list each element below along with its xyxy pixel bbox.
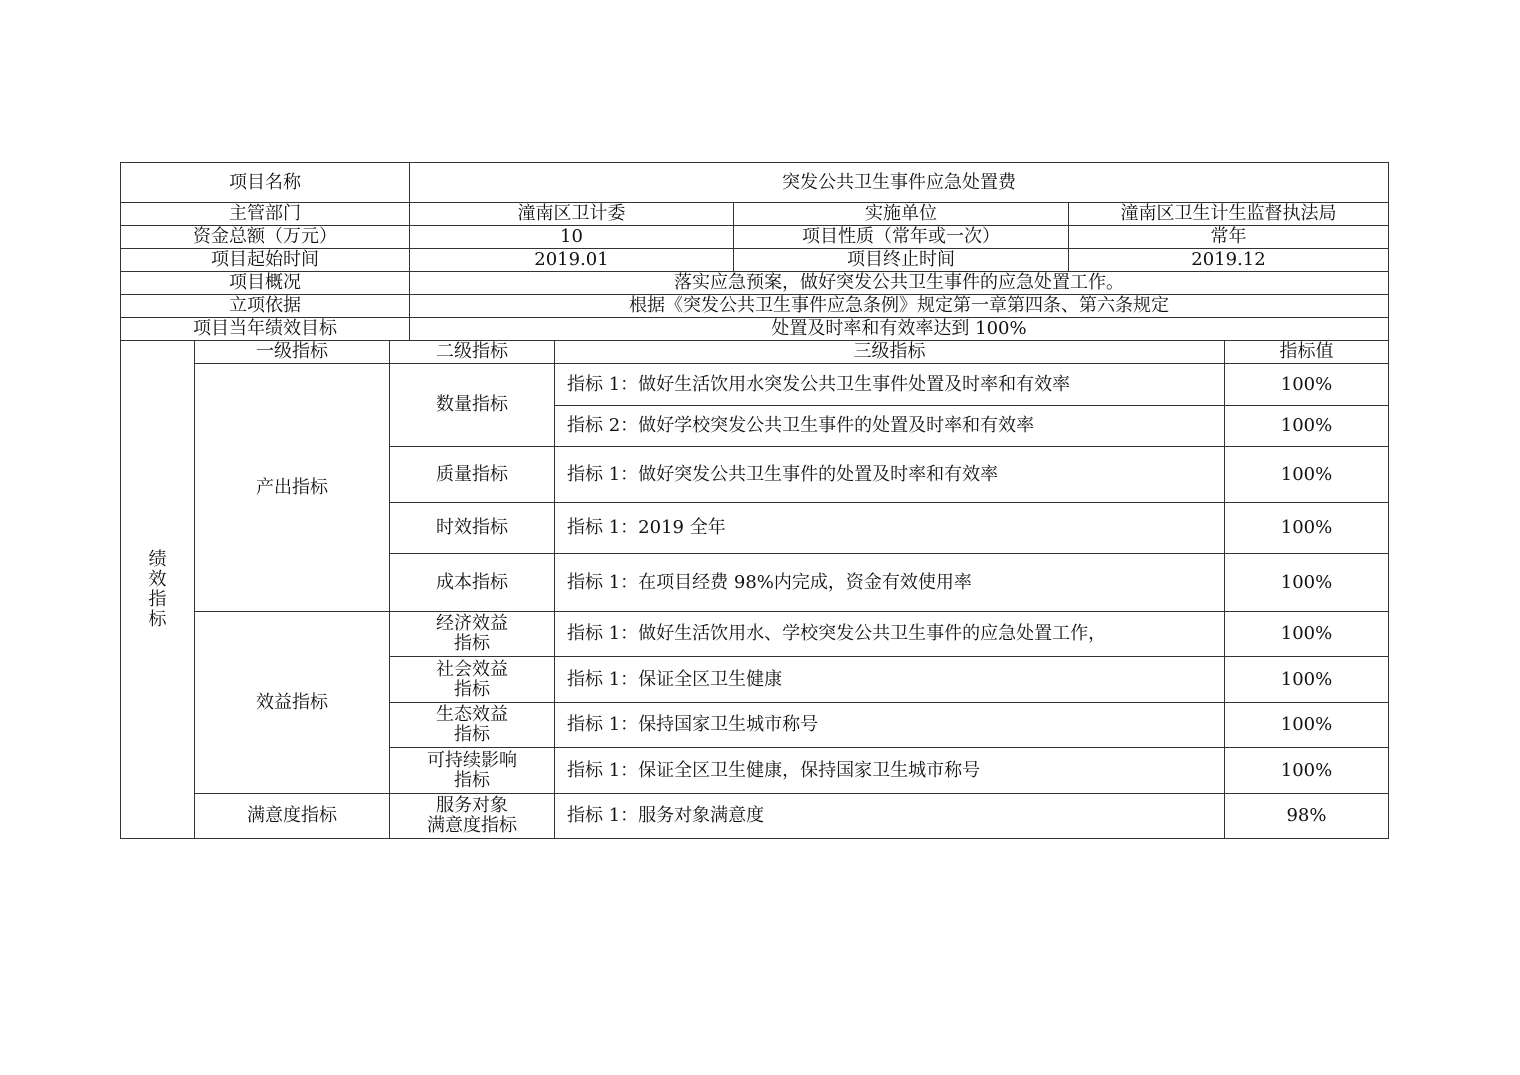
row-project-name <box>121 163 1389 203</box>
fund-total-label: 资金总额（万元） <box>121 226 410 249</box>
end-time-label: 项目终止时间 <box>734 249 1069 272</box>
table-row <box>121 364 1389 406</box>
timeliness-indicator-label: 时效指标 <box>390 503 555 554</box>
indicator-value: 100% <box>1225 447 1389 503</box>
indicator-text: 指标 1：2019 全年 <box>555 503 1225 554</box>
social-benefit-label: 社会效益 指标 <box>390 657 555 703</box>
implementing-unit-label: 实施单位 <box>734 203 1069 226</box>
row-overview <box>121 272 1389 295</box>
project-name-label: 项目名称 <box>121 163 410 203</box>
output-indicator-label: 产出指标 <box>195 364 390 612</box>
basis-value: 根据《突发公共卫生事件应急条例》规定第一章第四条、第六条规定 <box>410 295 1389 318</box>
performance-indicator-side-label: 绩效指标 <box>121 341 195 839</box>
indicator-text: 指标 1：保证全区卫生健康 <box>555 657 1225 703</box>
project-nature-label: 项目性质（常年或一次） <box>734 226 1069 249</box>
overview-label: 项目概况 <box>121 272 410 295</box>
indicator-value: 100% <box>1225 503 1389 554</box>
indicator-value: 98% <box>1225 794 1389 839</box>
row-department <box>121 203 1389 226</box>
performance-indicator-table <box>120 340 1389 839</box>
fund-total-value: 10 <box>410 226 734 249</box>
basis-label: 立项依据 <box>121 295 410 318</box>
satisfaction-indicator-label: 满意度指标 <box>195 794 390 839</box>
quantity-indicator-label: 数量指标 <box>390 364 555 447</box>
project-nature-value: 常年 <box>1069 226 1389 249</box>
service-satisfaction-label: 服务对象 满意度指标 <box>390 794 555 839</box>
start-time-value: 2019.01 <box>410 249 734 272</box>
department-label: 主管部门 <box>121 203 410 226</box>
header-value: 指标值 <box>1225 341 1389 364</box>
performance-form <box>120 162 1388 839</box>
indicator-value: 100% <box>1225 364 1389 406</box>
indicator-text: 指标 1：保持国家卫生城市称号 <box>555 703 1225 748</box>
indicator-value: 100% <box>1225 748 1389 794</box>
table-row <box>121 612 1389 657</box>
table-row <box>121 794 1389 839</box>
overview-value: 落实应急预案，做好突发公共卫生事件的应急处置工作。 <box>410 272 1389 295</box>
benefit-indicator-label: 效益指标 <box>195 612 390 794</box>
indicator-text: 指标 1：保证全区卫生健康，保持国家卫生城市称号 <box>555 748 1225 794</box>
header-level1: 一级指标 <box>195 341 390 364</box>
indicator-text: 指标 1：做好生活饮用水、学校突发公共卫生事件的应急处置工作， <box>555 612 1225 657</box>
annual-goal-label: 项目当年绩效目标 <box>121 318 410 341</box>
cost-indicator-label: 成本指标 <box>390 554 555 612</box>
end-time-value: 2019.12 <box>1069 249 1389 272</box>
header-level2: 二级指标 <box>390 341 555 364</box>
start-time-label: 项目起始时间 <box>121 249 410 272</box>
indicator-text: 指标 1：做好突发公共卫生事件的处置及时率和有效率 <box>555 447 1225 503</box>
indicator-value: 100% <box>1225 612 1389 657</box>
header-level3: 三级指标 <box>555 341 1225 364</box>
indicator-text: 指标 2：做好学校突发公共卫生事件的处置及时率和有效率 <box>555 406 1225 447</box>
indicator-value: 100% <box>1225 554 1389 612</box>
project-name-value: 突发公共卫生事件应急处置费 <box>410 163 1389 203</box>
annual-goal-value: 处置及时率和有效率达到 100% <box>410 318 1389 341</box>
indicator-header-row <box>121 341 1389 364</box>
row-basis <box>121 295 1389 318</box>
department-value: 潼南区卫计委 <box>410 203 734 226</box>
economic-benefit-label: 经济效益 指标 <box>390 612 555 657</box>
row-goal <box>121 318 1389 341</box>
quality-indicator-label: 质量指标 <box>390 447 555 503</box>
indicator-text: 指标 1：服务对象满意度 <box>555 794 1225 839</box>
indicator-value: 100% <box>1225 657 1389 703</box>
indicator-text: 指标 1：在项目经费 98%内完成，资金有效使用率 <box>555 554 1225 612</box>
indicator-value: 100% <box>1225 703 1389 748</box>
indicator-text: 指标 1：做好生活饮用水突发公共卫生事件处置及时率和有效率 <box>555 364 1225 406</box>
row-period <box>121 249 1389 272</box>
row-fund <box>121 226 1389 249</box>
ecological-benefit-label: 生态效益 指标 <box>390 703 555 748</box>
sustainable-impact-label: 可持续影响 指标 <box>390 748 555 794</box>
project-info-table <box>120 162 1389 341</box>
indicator-value: 100% <box>1225 406 1389 447</box>
implementing-unit-value: 潼南区卫生计生监督执法局 <box>1069 203 1389 226</box>
